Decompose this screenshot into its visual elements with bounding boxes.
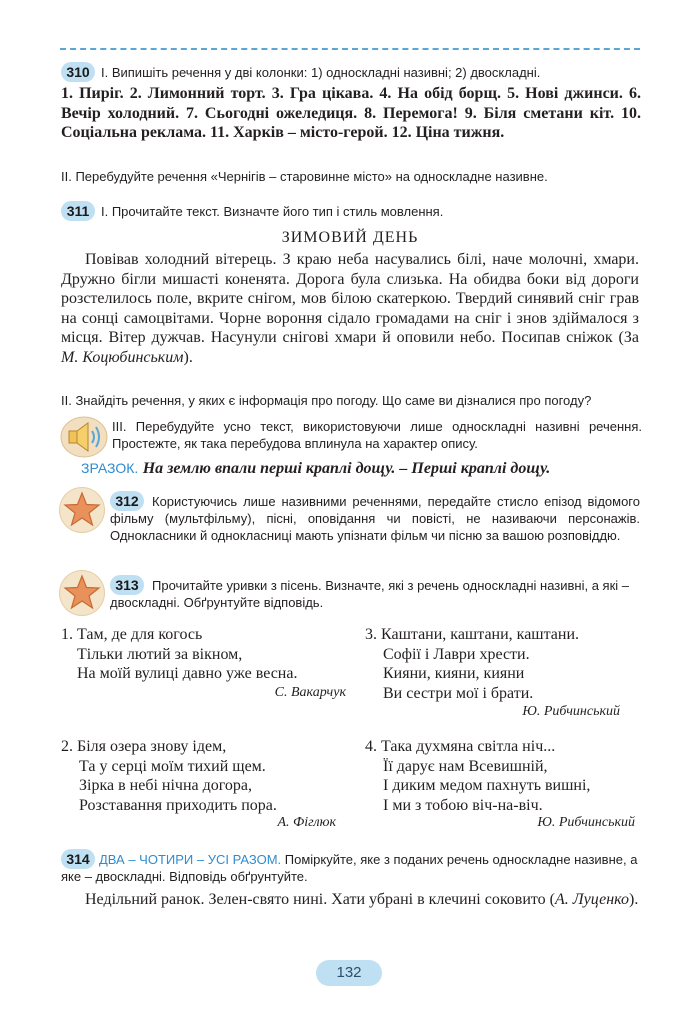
poem-line: 4. Така духмяна світла ніч... [365, 738, 556, 755]
poem-2-author: А. Фіглюк [277, 815, 336, 830]
ex310-sentences: 1. Пиріг. 2. Лимонний торт. 3. Гра цікава. 4. На обід борщ. 5. Нові джинси. 6. Вечір холодний. 7. Сьогодні ожеледиця. 8. Перемога! 9. Біля сметани кіт. 10. Соціальна реклама. 11. Харків – місто-герой. 12. Ціна тижня. [61, 85, 641, 141]
poem-2 [61, 737, 361, 815]
text-title: ЗИМОВИЙ ДЕНЬ [281, 229, 419, 246]
ex314-task [61, 851, 641, 885]
exercise-number-312: 312 [110, 491, 144, 511]
poem-line: Ви сестри мої і брати. [383, 684, 534, 702]
poem-line: Софії і Лаври хрести. [383, 645, 530, 663]
poem-1 [61, 625, 351, 684]
poem-1-author: С. Вакарчук [274, 685, 346, 700]
ex314-text-end: ). [629, 891, 639, 908]
poem-line: Її дарує нам Всевишній, [383, 757, 548, 775]
poem-line: Кияни, кияни, кияни [383, 665, 525, 682]
poem-line: 1. Там, де для когось [61, 626, 203, 643]
poem-line: І диким медом пахнуть вишні, [383, 777, 591, 794]
ex314-text-author: А. Луценко [555, 891, 630, 908]
poem-line: Та у серці моїм тихий щем. [79, 757, 266, 775]
star-icon [59, 487, 105, 533]
ex311-text-author: М. Коцюбинським [61, 348, 184, 366]
poem-line: 2. Біля озера знову ідем, [61, 738, 227, 755]
exercise-number-311: 311 [61, 201, 95, 221]
ex311-task1: I. Прочитайте текст. Визначте його тип і стиль мовлення. [101, 204, 444, 219]
exercise-number-310: 310 [61, 62, 95, 82]
poem-line: Зірка в небі нічна догора, [79, 777, 253, 794]
page-number: 132 [316, 960, 382, 986]
top-divider [60, 48, 640, 50]
ex312-text: Користуючись лише називними реченнями, передайте стисло епізод відомого фільму (мультфільму), пісні, оповідання чи повісті, не називаючи персонажів. Однокласники й однокласниці мають упізнати фільм чи пісню за вашою розповіддю. [110, 494, 640, 543]
poem-line: Розставання приходить пора. [79, 796, 277, 814]
sample-text: На землю впали перші краплі дощу. – Перші краплі дощу. [142, 460, 551, 477]
ex311-text-main: Повівав холодний вітерець. З краю неба насувались білі, наче молочні, хмари. Дружно бігли мишасті коненята. Дорога була слизька. На обидва боки від дороги розстелилось поле, вкрите снігом, мов білою скатеркою. Твердий синявий сніг грав на сонці самоцвітами. Чорне вороння сідало громадами на сніг і знов здіймалося з місця. Вітер дужчав. Насунули снігові хмари й оповили небо. Посипав сніжок (За [61, 251, 639, 346]
ex311-text [61, 250, 639, 367]
ex314-text [61, 890, 639, 910]
ex314-label: ДВА – ЧОТИРИ – УСІ РАЗОМ. [99, 852, 282, 867]
poem-3 [365, 625, 645, 703]
ex311-text-end: ). [183, 348, 193, 366]
ex311-task3: III. Перебудуйте усно текст, використовуючи лише односкладні називні речення. Простежте, як така перебудова вплинула на характер опису. [112, 419, 642, 451]
poem-4 [365, 737, 655, 815]
poem-4-author: Ю. Рибчинський [537, 815, 635, 830]
star-icon [59, 570, 105, 616]
sample [81, 459, 651, 479]
ex314-text-main: Недільний ранок. Зелен-свято нині. Хати убрані в клечині соковито ( [85, 891, 556, 908]
speaker-icon [60, 416, 108, 458]
ex310-task2: II. Перебудуйте речення «Чернігів – старовинне місто» на односкладне називне. [61, 169, 548, 184]
ex311-task2: II. Знайдіть речення, у яких є інформація про погоду. Що саме ви дізналися про погоду? [61, 393, 592, 408]
poem-line: Тільки лютий за вікном, [77, 645, 243, 663]
exercise-number-313: 313 [110, 575, 144, 595]
poem-3-author: Ю. Рибчинський [522, 704, 620, 719]
poem-line: На моїй вулиці давно уже весна. [77, 665, 298, 682]
poem-line: 3. Каштани, каштани, каштани. [365, 626, 580, 643]
poem-line: І ми з тобою віч-на-віч. [383, 796, 543, 814]
sample-label: ЗРАЗОК. [81, 460, 139, 476]
ex314-task-text: Поміркуйте, яке з поданих речень односкладне називне, а яке – двоскладні. Відповідь обґрунтуйте. [61, 852, 638, 884]
ex313-text: Прочитайте уривки з пісень. Визначте, які з речень односкладні називні, а які – двоскладні. Обґрунтуйте відповідь. [110, 578, 630, 610]
ex310-task1: I. Випишіть речення у дві колонки: 1) односкладні називні; 2) двоскладні. [101, 65, 541, 80]
exercise-number-314: 314 [61, 849, 95, 869]
